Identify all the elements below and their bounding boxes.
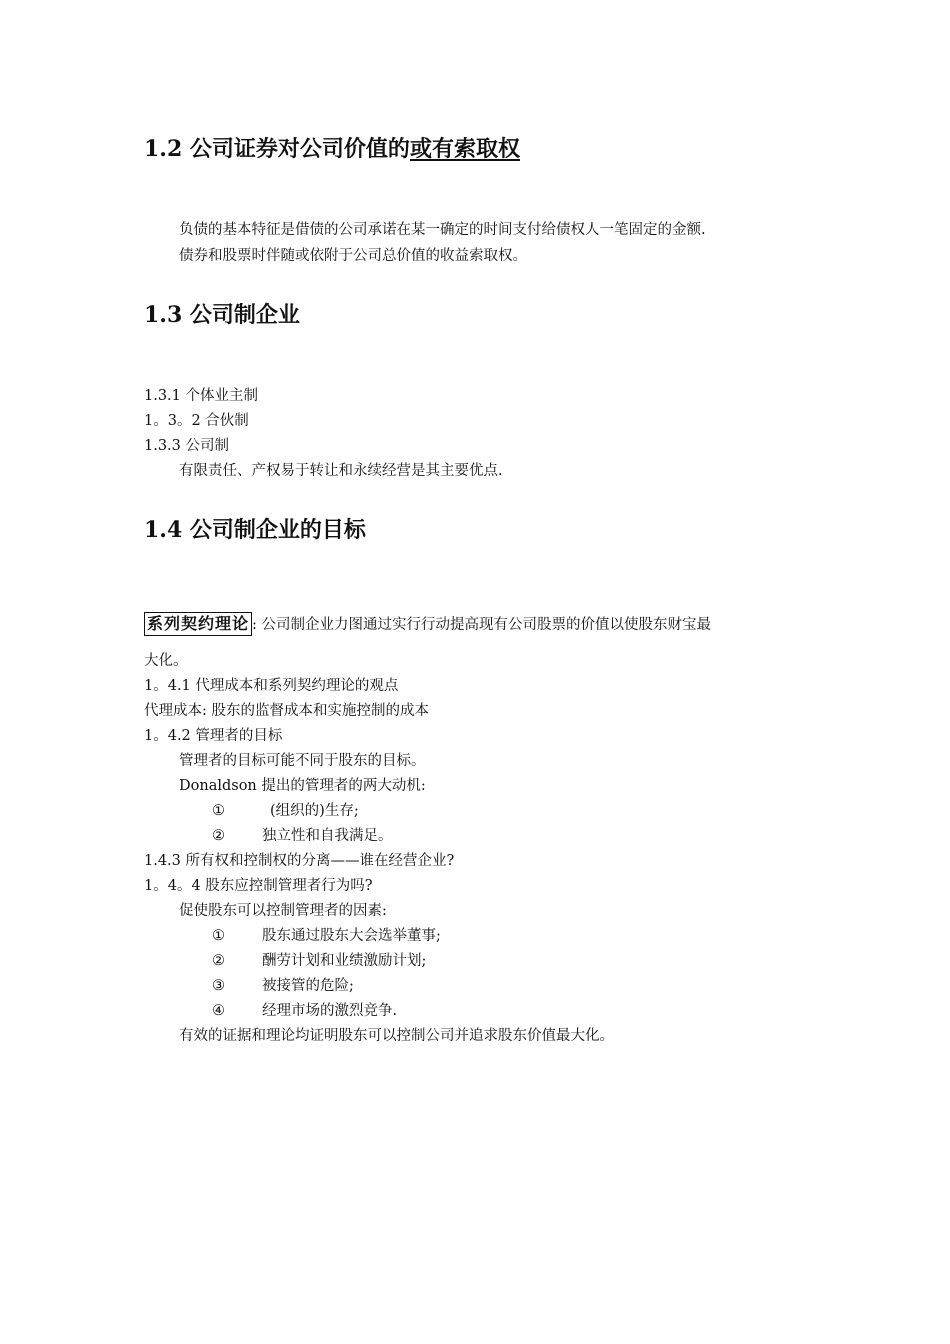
list-item-text: 独立性和自我满足。 — [262, 828, 393, 844]
subsection-1-3-1: 1.3.1 个体业主制 — [144, 388, 259, 404]
subsection-1-4-2: 1。4.2 管理者的目标 — [144, 728, 283, 744]
subsection-1-3-3: 1.3.3 公司制 — [144, 438, 230, 454]
list-item-text: 被接管的危险; — [262, 978, 354, 994]
list-item-text: (组织的)生存; — [270, 803, 359, 819]
list-item-text: 经理市场的激烈竞争. — [262, 1003, 398, 1019]
subsection-1-4-3: 1.4.3 所有权和控制权的分离——谁在经营企业? — [144, 853, 455, 869]
list-number: ④ — [212, 1003, 225, 1019]
corporation-advantages: 有限责任、产权易于转让和永续经营是其主要优点. — [179, 463, 503, 479]
list-number: ② — [212, 828, 225, 844]
contract-theory-line — [144, 612, 711, 636]
subsection-1-4-4: 1。4。4 股东应控制管理者行为吗? — [144, 878, 373, 894]
subsection-1-3-2: 1。3。2 合伙制 — [144, 413, 249, 429]
list-item-text: 股东通过股东大会选举董事; — [262, 928, 441, 944]
list-number: ② — [212, 953, 225, 969]
list-number: ③ — [212, 978, 225, 994]
section-1-3-heading: 1.3 公司制企业 — [144, 302, 300, 328]
list-item-text: 酬劳计划和业绩激励计划; — [262, 953, 427, 969]
contract-theory-boxed-term: 系列契约理论 — [144, 612, 252, 636]
claims-paragraph: 债券和股票时伴随或依附于公司总价值的收益索取权。 — [179, 248, 527, 264]
contract-theory-continuation: 大化。 — [144, 653, 188, 669]
conclusion-text: 有效的证据和理论均证明股东可以控制公司并追求股东价值最大化。 — [179, 1028, 614, 1044]
debt-feature-paragraph: 负债的基本特征是借债的公司承诺在某一确定的时间支付给债权人一笔固定的金额. — [179, 222, 706, 238]
list-number: ① — [212, 803, 225, 819]
section-1-2-heading — [144, 134, 520, 164]
contract-theory-text: : 公司制企业力图通过实行行动提高现有公司股票的价值以使股东财宝最 — [252, 617, 712, 633]
manager-goal-text: 管理者的目标可能不同于股东的目标。 — [179, 753, 426, 769]
subsection-1-4-1: 1。4.1 代理成本和系列契约理论的观点 — [144, 678, 399, 694]
section-1-4-heading: 1.4 公司制企业的目标 — [144, 517, 366, 543]
agency-cost-definition: 代理成本: 股东的监督成本和实施控制的成本 — [144, 703, 429, 719]
control-factors-intro: 促使股东可以控制管理者的因素: — [179, 903, 387, 919]
contingent-claim-term: 或有索取权 — [409, 136, 520, 162]
donaldson-motives-text: Donaldson 提出的管理者的两大动机: — [179, 778, 426, 794]
list-number: ① — [212, 928, 225, 944]
section-1-2-title: 1.2 公司证券对公司价值的 — [144, 136, 410, 162]
